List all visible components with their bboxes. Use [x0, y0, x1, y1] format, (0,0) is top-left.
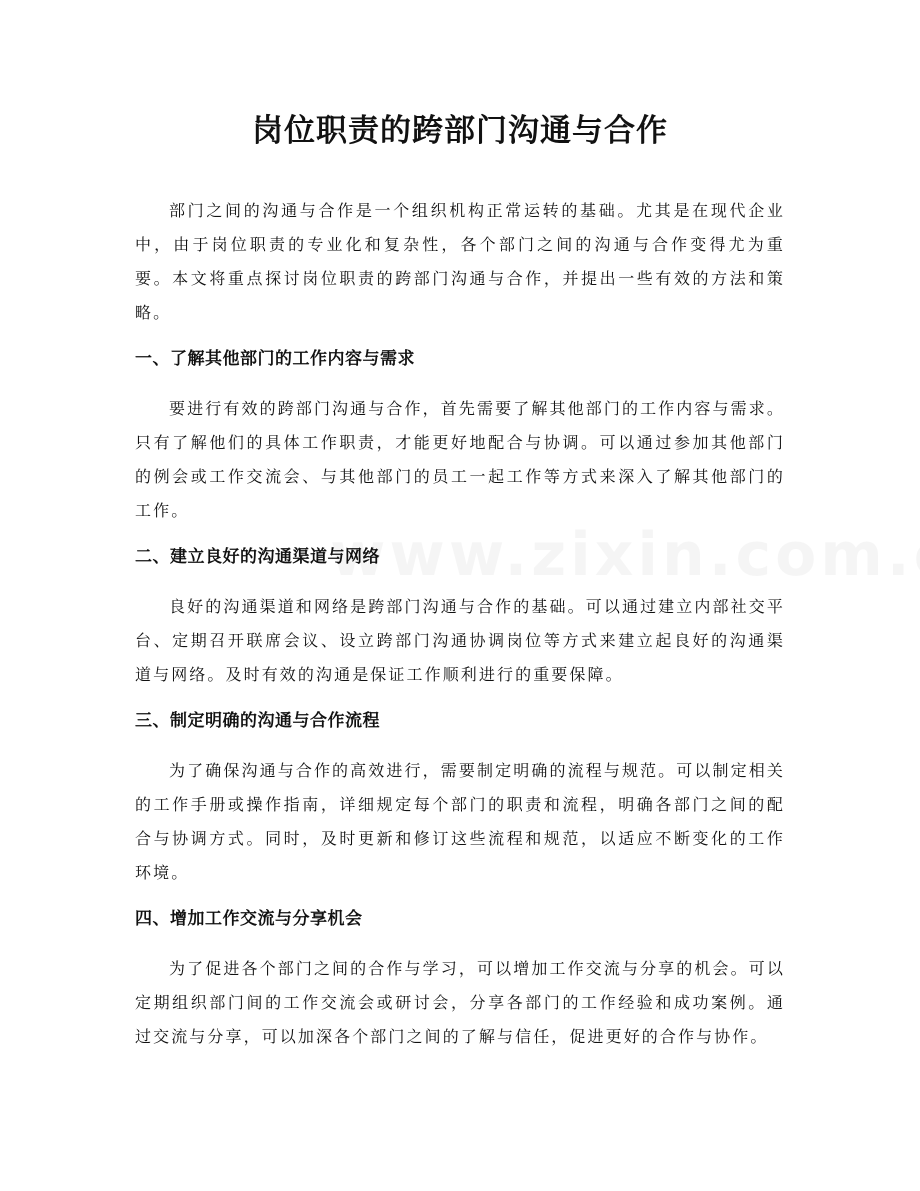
section-heading-2: 二、建立良好的沟通渠道与网络 — [135, 547, 380, 567]
section-body-1: 要进行有效的跨部门沟通与合作，首先需要了解其他部门的工作内容与需求。只有了解他们的具体工作职责，才能更好地配合与协调。可以通过参加其他部门的例会或工作交流会、与其他部门的员工一起工作等方式来深入了解其他部门的工作。 — [135, 399, 785, 520]
section-body-2: 良好的沟通渠道和网络是跨部门沟通与合作的基础。可以通过建立内部社交平台、定期召开联席会议、设立跨部门沟通协调岗位等方式来建立起良好的沟通渠道与网络。及时有效的沟通是保证工作顺利进行的重要保障。 — [135, 597, 785, 684]
section-body-3: 为了确保沟通与合作的高效进行，需要制定明确的流程与规范。可以制定相关的工作手册或操作指南，详细规定每个部门的职责和流程，明确各部门之间的配合与协调方式。同时，及时更新和修订这些流程和规范，以适应不断变化的工作环境。 — [135, 761, 785, 882]
section-body-4: 为了促进各个部门之间的合作与学习，可以增加工作交流与分享的机会。可以定期组织部门间的工作交流会或研讨会，分享各部门的工作经验和成功案例。通过交流与分享，可以加深各个部门之间的了解与信任，促进更好的合作与协作。 — [135, 959, 785, 1046]
section-heading-1: 一、了解其他部门的工作内容与需求 — [135, 349, 415, 369]
document-title: 岗位职责的跨部门沟通与合作 — [252, 113, 668, 149]
section-heading-3: 三、制定明确的沟通与合作流程 — [135, 711, 380, 731]
intro-paragraph: 部门之间的沟通与合作是一个组织机构正常运转的基础。尤其是在现代企业中，由于岗位职责的专业化和复杂性，各个部门之间的沟通与合作变得尤为重要。本文将重点探讨岗位职责的跨部门沟通与合作，并提出一些有效的方法和策略。 — [135, 201, 785, 322]
section-heading-4: 四、增加工作交流与分享机会 — [135, 909, 363, 929]
